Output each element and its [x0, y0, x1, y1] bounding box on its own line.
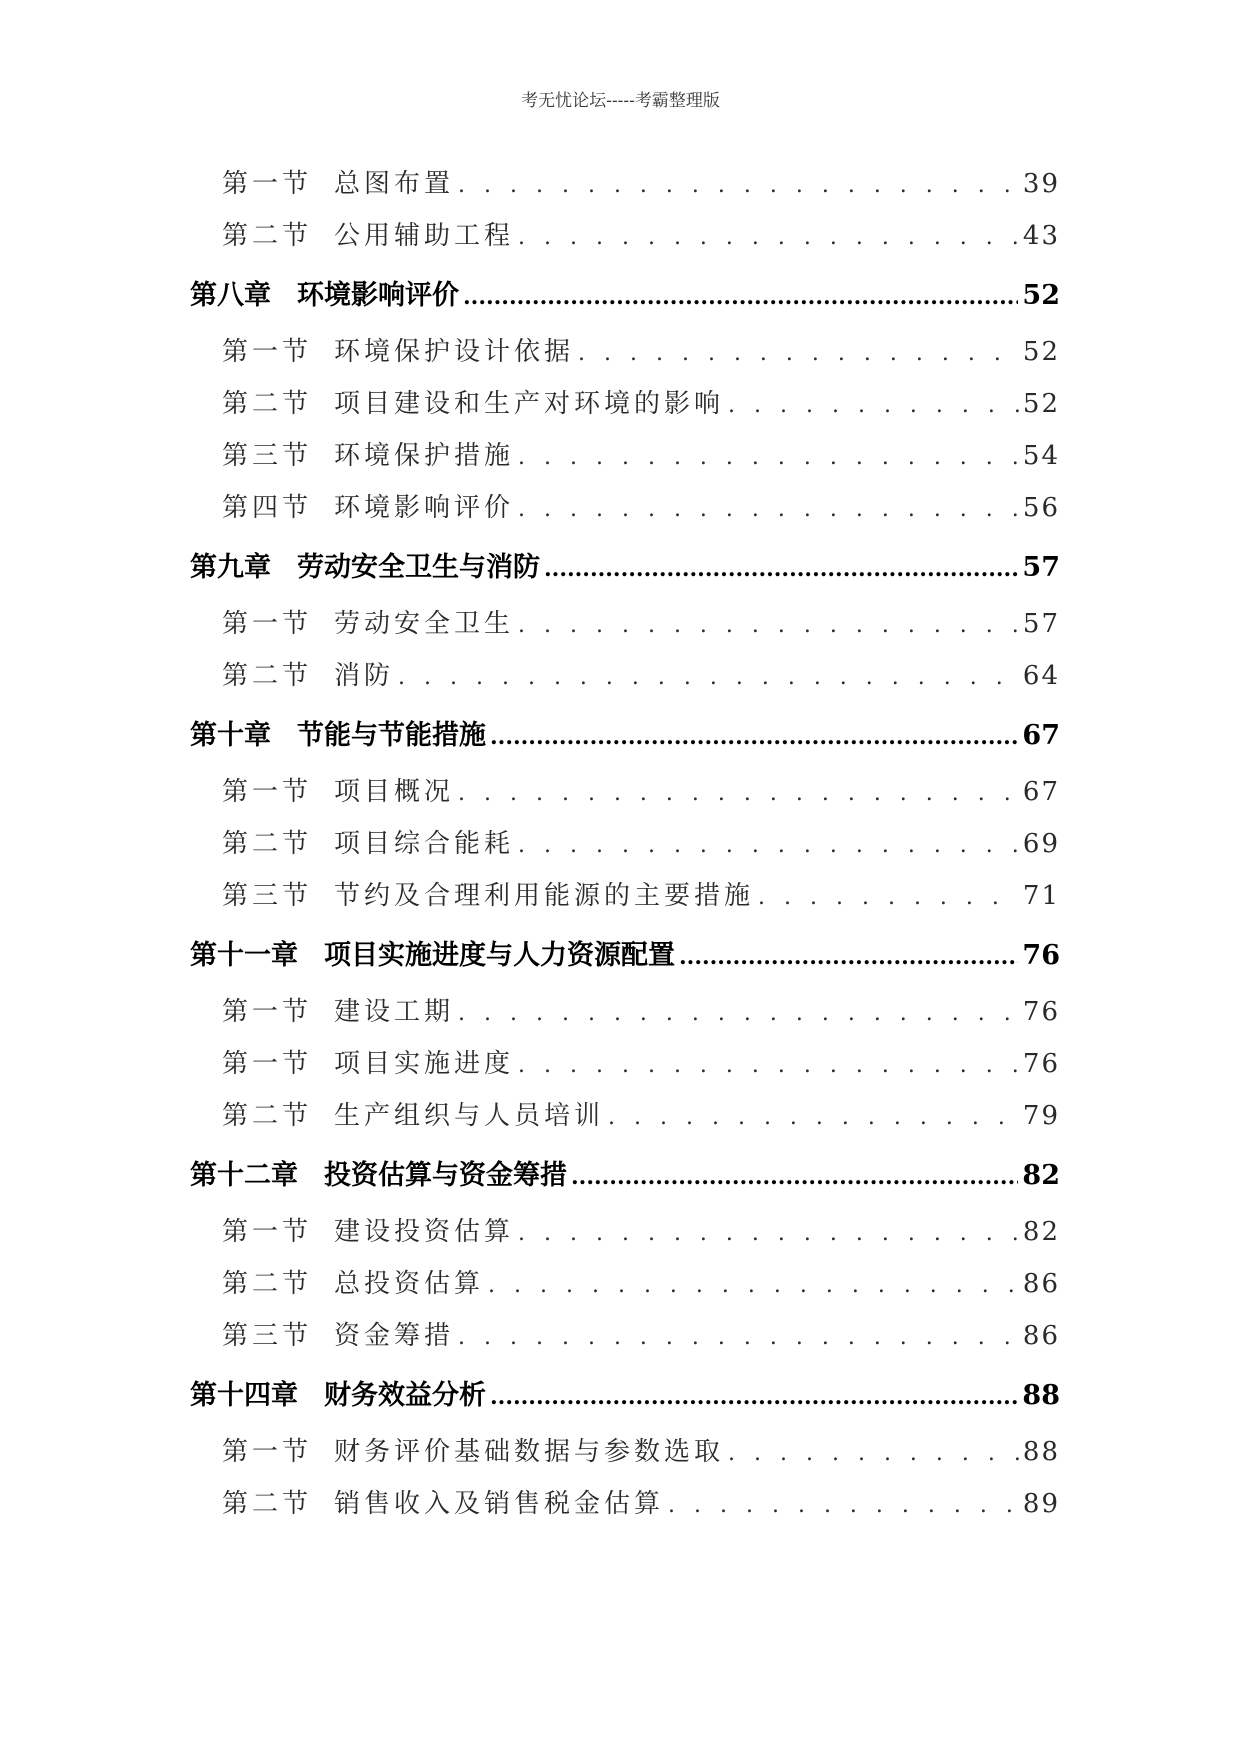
toc-section-entry[interactable]	[222, 818, 1060, 870]
toc-entry-page: 82	[1022, 1146, 1060, 1206]
toc-entry-number: 第三节	[222, 441, 313, 471]
dot-leader	[571, 1146, 1018, 1207]
toc-section-entry[interactable]	[222, 1206, 1060, 1258]
toc-section-entry[interactable]	[222, 1090, 1060, 1142]
toc-section-entry[interactable]	[222, 598, 1060, 650]
toc-entry-title: 劳动安全卫生与消防	[297, 552, 540, 583]
toc-entry-page: 56	[1023, 482, 1060, 534]
toc-section-entry[interactable]	[222, 766, 1060, 818]
dot-leader	[518, 598, 1019, 652]
toc-entry-title: 资金筹措	[334, 1321, 455, 1351]
dot-leader	[518, 210, 1019, 264]
toc-entry-title: 环境保护措施	[334, 441, 515, 471]
dot-leader	[490, 706, 1018, 767]
toc-section-entry[interactable]	[222, 430, 1060, 482]
toc-entry-title: 投资估算与资金筹措	[324, 1160, 567, 1191]
toc-entry-number: 第二节	[222, 661, 313, 691]
toc-entry-number: 第一节	[222, 609, 313, 639]
toc-entry-title: 公用辅助工程	[334, 221, 515, 251]
toc-entry-page: 43	[1023, 210, 1060, 262]
toc-section-entry[interactable]	[222, 1038, 1060, 1090]
toc-entry-title: 项目实施进度	[334, 1049, 515, 1079]
dot-leader	[728, 1426, 1019, 1480]
table-of-contents	[0, 158, 1241, 1530]
toc-entry-number: 第三节	[222, 1321, 313, 1351]
toc-entry-title: 环境影响评价	[297, 280, 459, 311]
toc-entry-number: 第一节	[222, 169, 313, 199]
toc-section-entry[interactable]	[222, 482, 1060, 534]
toc-entry-page: 64	[1023, 650, 1060, 702]
toc-section-entry[interactable]	[222, 1426, 1060, 1478]
toc-entry-number: 第二节	[222, 1101, 313, 1131]
toc-entry-page: 88	[1022, 1366, 1060, 1426]
toc-entry-number: 第四节	[222, 493, 313, 523]
toc-entry-number: 第二节	[222, 221, 313, 251]
toc-entry-title: 销售收入及销售税金估算	[334, 1489, 665, 1519]
toc-entry-page: 52	[1023, 326, 1060, 378]
toc-entry-page: 79	[1023, 1090, 1060, 1142]
dot-leader	[518, 430, 1019, 484]
toc-section-entry[interactable]	[222, 1310, 1060, 1362]
dot-leader	[608, 1090, 1019, 1144]
toc-entry-title: 节约及合理利用能源的主要措施	[334, 881, 755, 911]
dot-leader	[458, 986, 1019, 1040]
toc-entry-title: 项目综合能耗	[334, 829, 515, 859]
toc-entry-title: 节能与节能措施	[297, 720, 486, 751]
toc-entry-title: 总投资估算	[334, 1269, 485, 1299]
toc-section-entry[interactable]	[222, 1478, 1060, 1530]
toc-section-entry[interactable]	[222, 158, 1060, 210]
toc-entry-page: 54	[1023, 430, 1060, 482]
dot-leader	[518, 818, 1019, 872]
dot-leader	[728, 378, 1019, 432]
toc-entry-page: 57	[1023, 598, 1060, 650]
toc-entry-page: 82	[1023, 1206, 1060, 1258]
dot-leader	[758, 870, 1019, 924]
toc-entry-page: 86	[1023, 1258, 1060, 1310]
toc-entry-title: 项目实施进度与人力资源配置	[324, 940, 675, 971]
toc-entry-page: 52	[1023, 378, 1060, 430]
toc-chapter-entry[interactable]	[190, 926, 1060, 986]
toc-entry-title: 财务评价基础数据与参数选取	[334, 1437, 725, 1467]
toc-chapter-entry[interactable]	[190, 1366, 1060, 1426]
dot-leader	[518, 1206, 1019, 1260]
toc-entry-title: 环境影响评价	[334, 493, 515, 523]
toc-section-entry[interactable]	[222, 210, 1060, 262]
toc-section-entry[interactable]	[222, 1258, 1060, 1310]
toc-entry-number: 第十一章	[190, 940, 298, 971]
toc-chapter-entry[interactable]	[190, 538, 1060, 598]
toc-entry-page: 67	[1022, 706, 1060, 766]
page-header: 考无忧论坛-----考霸整理版	[521, 91, 720, 111]
toc-entry-number: 第二节	[222, 389, 313, 419]
toc-section-entry[interactable]	[222, 326, 1060, 378]
toc-entry-number: 第九章	[190, 552, 271, 583]
toc-section-entry[interactable]	[222, 650, 1060, 702]
toc-entry-title: 建设投资估算	[334, 1217, 515, 1247]
toc-entry-title: 总图布置	[334, 169, 455, 199]
dot-leader	[668, 1478, 1019, 1532]
toc-entry-number: 第一节	[222, 1437, 313, 1467]
toc-entry-title: 项目概况	[334, 777, 455, 807]
toc-section-entry[interactable]	[222, 378, 1060, 430]
dot-leader	[544, 538, 1018, 599]
toc-chapter-entry[interactable]	[190, 706, 1060, 766]
dot-leader	[398, 650, 1019, 704]
toc-entry-title: 项目建设和生产对环境的影响	[334, 389, 725, 419]
toc-entry-number: 第一节	[222, 337, 313, 367]
toc-chapter-entry[interactable]	[190, 1146, 1060, 1206]
toc-entry-page: 69	[1023, 818, 1060, 870]
toc-section-entry[interactable]	[222, 870, 1060, 922]
toc-entry-number: 第一节	[222, 777, 313, 807]
toc-entry-title: 建设工期	[334, 997, 455, 1027]
dot-leader	[458, 1310, 1019, 1364]
toc-entry-page: 88	[1023, 1426, 1060, 1478]
toc-entry-number: 第二节	[222, 829, 313, 859]
toc-entry-page: 71	[1023, 870, 1060, 922]
dot-leader	[488, 1258, 1019, 1312]
dot-leader	[679, 926, 1018, 987]
dot-leader	[518, 1038, 1019, 1092]
toc-entry-page: 89	[1023, 1478, 1060, 1530]
toc-entry-number: 第一节	[222, 997, 313, 1027]
dot-leader	[463, 266, 1018, 327]
toc-entry-number: 第二节	[222, 1489, 313, 1519]
toc-entry-page: 39	[1023, 158, 1060, 210]
toc-section-entry[interactable]	[222, 986, 1060, 1038]
toc-entry-number: 第八章	[190, 280, 271, 311]
toc-entry-title: 消防	[334, 661, 395, 691]
dot-leader	[518, 482, 1019, 536]
toc-chapter-entry[interactable]	[190, 266, 1060, 326]
toc-entry-page: 86	[1023, 1310, 1060, 1362]
toc-entry-number: 第十章	[190, 720, 271, 751]
toc-entry-number: 第十二章	[190, 1160, 298, 1191]
toc-entry-page: 67	[1023, 766, 1060, 818]
toc-entry-title: 生产组织与人员培训	[334, 1101, 605, 1131]
toc-entry-page: 52	[1022, 266, 1060, 326]
toc-entry-number: 第二节	[222, 1269, 313, 1299]
toc-entry-number: 第一节	[222, 1217, 313, 1247]
dot-leader	[490, 1366, 1018, 1427]
toc-entry-title: 环境保护设计依据	[334, 337, 575, 367]
toc-entry-page: 76	[1023, 986, 1060, 1038]
toc-entry-page: 76	[1023, 1038, 1060, 1090]
toc-entry-title: 财务效益分析	[324, 1380, 486, 1411]
toc-entry-page: 76	[1022, 926, 1060, 986]
dot-leader	[458, 158, 1019, 212]
toc-entry-title: 劳动安全卫生	[334, 609, 515, 639]
toc-entry-page: 57	[1022, 538, 1060, 598]
dot-leader	[458, 766, 1019, 820]
toc-entry-number: 第十四章	[190, 1380, 298, 1411]
toc-entry-number: 第三节	[222, 881, 313, 911]
dot-leader	[578, 326, 1019, 380]
toc-entry-number: 第一节	[222, 1049, 313, 1079]
